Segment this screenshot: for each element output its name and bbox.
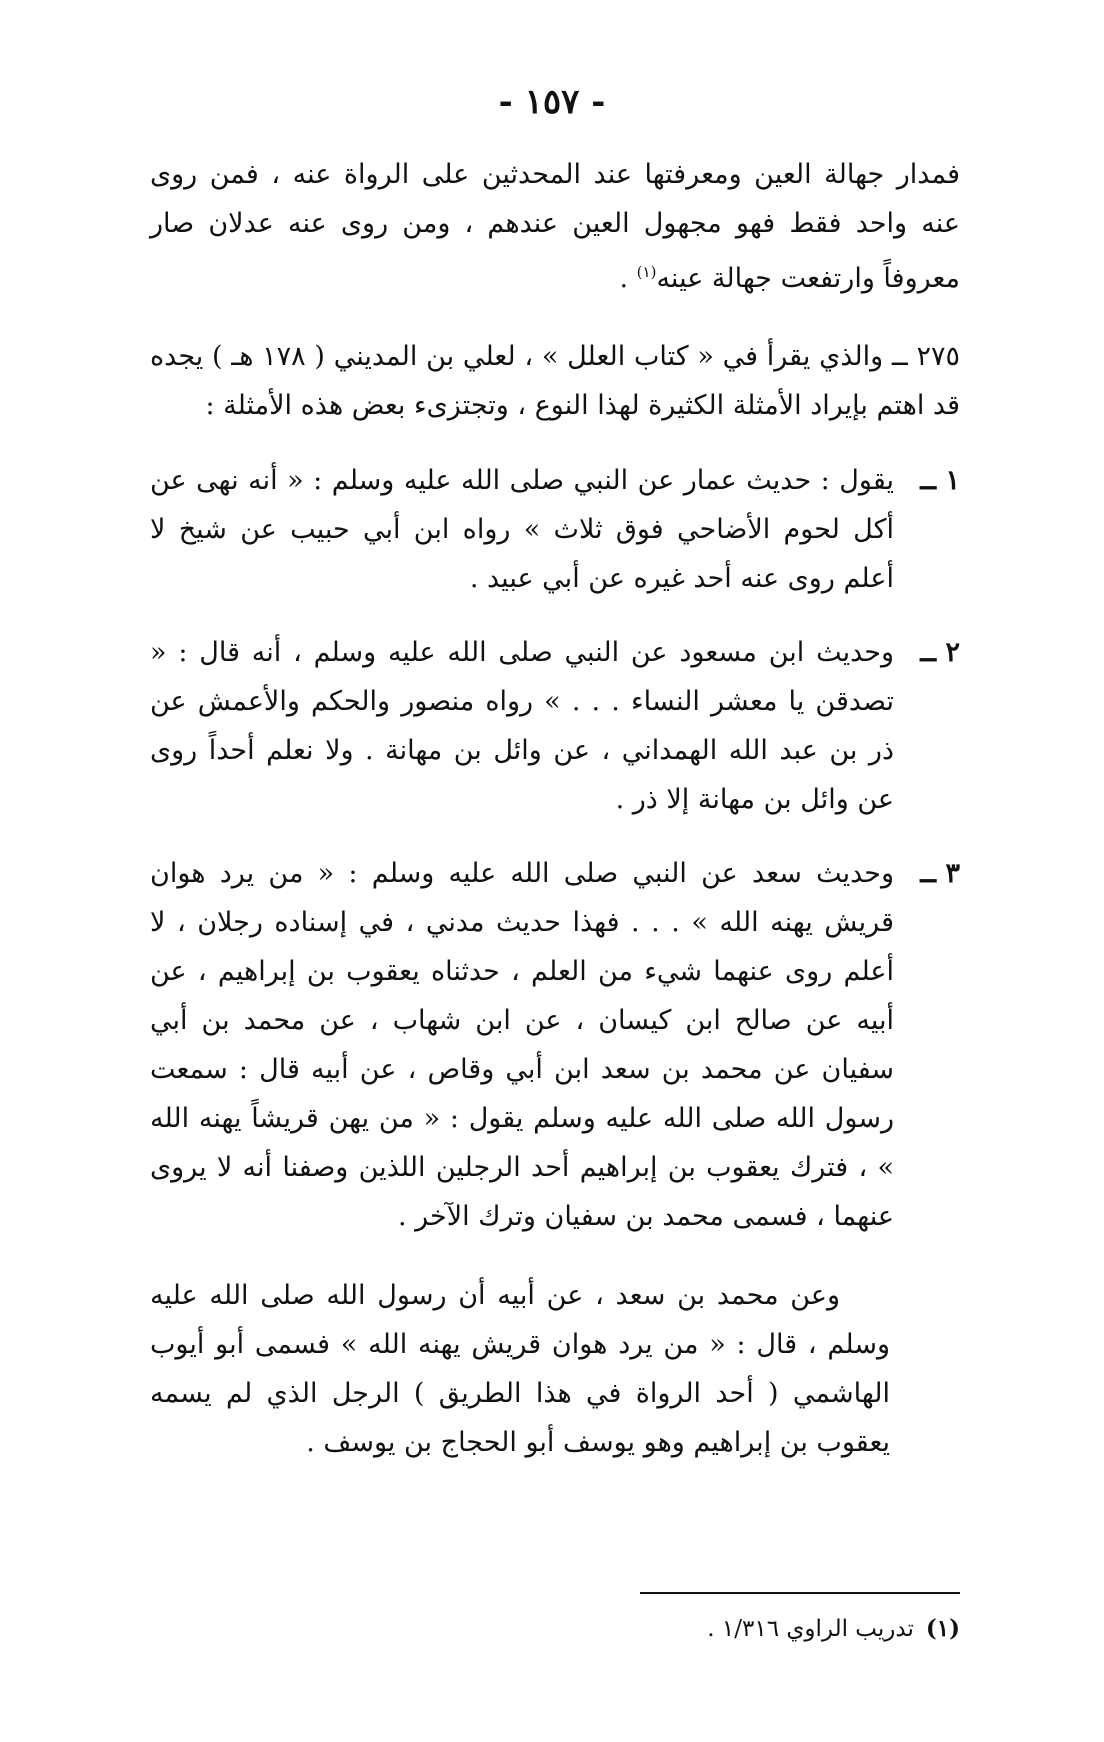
paragraph-end: .	[619, 263, 637, 294]
paragraph-text: فمدار جهالة العين ومعرفتها عند المحدثين على الرواة عنه ، فمن روى عنه واحد فقط فهو مجهول العين عندهم ، ومن روى عنه عدلان صار معروفاً وارتفعت جهالة عينه	[150, 159, 960, 294]
list-item	[150, 456, 960, 603]
page-body	[150, 150, 960, 1506]
footnote-reference: (١)	[636, 263, 657, 281]
list-item-number: ٣ ــ	[920, 858, 960, 889]
list-item-text: وحديث سعد عن النبي صلى الله عليه وسلم : « من يرد هوان قريش يهنه الله » . . . فهذا حديث مدني ، في إسناده رجلان ، لا أعلم روى عنهما شيء من العلم ، حدثناه يعقوب بن إبراهيم ، عن أبيه عن صالح ابن كيسان ، عن ابن شهاب ، عن محمد بن أبي سفيان عن محمد بن سعد ابن أبي وقاص ، عن أبيه قال : سمعت رسول الله صلى الله عليه وسلم يقول : « من يهن قريشاً يهنه الله » ، فترك يعقوب بن إبراهيم أحد الرجلين اللذين وصفنا أنه لا يروى عنهما ، فسمى محمد بن سفيان وترك الآخر .	[150, 858, 894, 1232]
paragraph-unknown-narrator	[150, 150, 960, 303]
paragraph-275: ٢٧٥ ــ والذي يقرأ في « كتاب العلل » ، لعلي بن المديني ( ١٧٨ هـ ) يجده قد اهتم بإيراد الأمثلة الكثيرة لهذا النوع ، وتجتزىء بعض هذه الأمثلة :	[150, 341, 960, 421]
paragraph-closing	[150, 1271, 960, 1467]
paragraph-text: وعن محمد بن سعد ، عن أبيه أن رسول الله صلى الله عليه وسلم ، قال : « من يرد هوان قريش يهنه الله » فسمى أبو أيوب الهاشمي ( أحد الرواة في هذا الطريق ) الرجل الذي لم يسمه يعقوب بن إبراهيم وهو يوسف أبو الحجاج بن يوسف .	[150, 1280, 890, 1458]
footnote-text: تدريب الراوي ١/٣١٦ .	[707, 1616, 914, 1642]
list-item	[150, 849, 960, 1241]
footnote-divider	[640, 1592, 960, 1594]
list-item-number: ٢ ــ	[920, 637, 960, 668]
list-item-number: ١ ــ	[920, 465, 960, 496]
list-item-text: يقول : حديث عمار عن النبي صلى الله عليه وسلم : « أنه نهى عن أكل لحوم الأضاحي فوق ثلاث » رواه ابن أبي حبيب عن شيخ لا أعلم روى عنه أحد غيره عن أبي عبيد .	[150, 465, 894, 594]
list-item-text: وحديث ابن مسعود عن النبي صلى الله عليه وسلم ، أنه قال : « تصدقن يا معشر النساء . . . » رواه منصور والحكم والأعمش عن ذر بن عبد الله الهمداني ، عن وائل بن مهانة . ولا نعلم أحداً روى عن وائل بن مهانة إلا ذر .	[150, 637, 894, 815]
page-number: - ١٥٧ -	[498, 82, 606, 122]
footnote	[150, 1612, 960, 1646]
footnote-number: (١)	[925, 1615, 960, 1642]
list-item	[150, 628, 960, 824]
